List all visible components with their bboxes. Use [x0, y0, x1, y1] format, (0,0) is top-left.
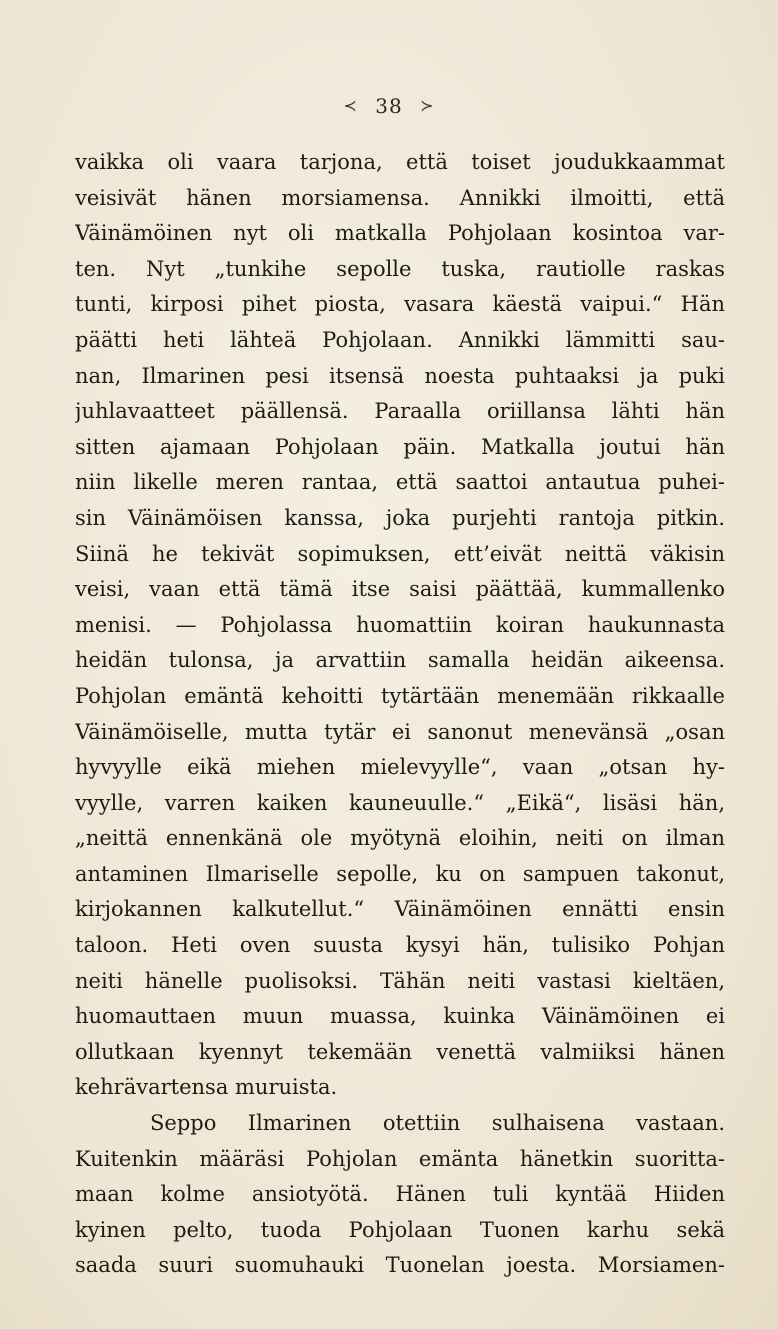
text-line: veisi, vaan että tämä itse saisi päättää, kummallenko [75, 577, 725, 602]
text-line: Väinämöinen nyt oli matkalla Pohjolaan kosintoa var- [75, 221, 725, 246]
page-header [0, 94, 778, 118]
text-line: päätti heti lähteä Pohjolaan. Annikki lämmitti sau- [75, 327, 725, 352]
text-line: Kuitenkin määräsi Pohjolan emänta hänetkin suoritta- [75, 1146, 725, 1171]
body-text [75, 145, 725, 1284]
text-line: nan, Ilmarinen pesi itsensä noesta puhtaaksi ja puki [75, 363, 725, 388]
page-number: 38 [375, 94, 403, 118]
left-ornament-icon: ≺ [343, 96, 358, 115]
text-line: heidän tulonsa, ja arvattiin samalla heidän aikeensa. [75, 648, 725, 673]
text-line: veisivät hänen morsiamensa. Annikki ilmoitti, että [75, 185, 725, 210]
text-line: Siinä he tekivät sopimuksen, ett’eivät neittä väkisin [75, 541, 725, 566]
text-line: ten. Nyt „tunkihe sepolle tuska, rautiolle raskas [75, 256, 725, 281]
text-line: neiti hänelle puolisoksi. Tähän neiti vastasi kieltäen, [75, 968, 725, 993]
text-line: kyinen pelto, tuoda Pohjolaan Tuonen karhu sekä [75, 1217, 725, 1242]
text-line: maan kolme ansiotyötä. Hänen tuli kyntää Hiiden [75, 1182, 725, 1207]
text-line: vyylle, varren kaiken kauneuulle.“ „Eikä“, lisäsi hän, [75, 790, 725, 815]
paragraph-end-line: kehrävartensa muruista. [75, 1075, 338, 1100]
text-line: sitten ajamaan Pohjolaan päin. Matkalla joutui hän [75, 434, 725, 459]
text-line: Pohjolan emäntä kehoitti tytärtään menemään rikkaalle [75, 683, 725, 708]
text-line: saada suuri suomuhauki Tuonelan joesta. Morsiamen- [75, 1253, 725, 1278]
text-line: tunti, kirposi pihet piosta, vasara käestä vaipui.“ Hän [75, 292, 725, 317]
text-line: ollutkaan kyennyt tekemään venettä valmiiksi hänen [75, 1039, 725, 1064]
text-line: huomauttaen muun muassa, kuinka Väinämöinen ei [75, 1004, 725, 1029]
text-line: hyvyylle eikä miehen mielevyylle“, vaan „otsan hy- [75, 755, 725, 780]
text-line: vaikka oli vaara tarjona, että toiset joudukkaammat [75, 150, 725, 174]
text-line: „neittä ennenkänä ole myötynä eloihin, neiti on ilman [75, 826, 725, 851]
text-line: menisi. — Pohjolassa huomattiin koiran haukunnasta [75, 612, 725, 637]
text-line: Väinämöiselle, mutta tytär ei sanonut menevänsä „osan [75, 719, 725, 744]
text-line: juhlavaatteet päällensä. Paraalla oriillansa lähti hän [75, 399, 725, 424]
text-line: antaminen Ilmariselle sepolle, ku on sampuen takonut, [75, 861, 725, 886]
text-line: niin likelle meren rantaa, että saattoi antautua puhei- [75, 470, 725, 495]
right-ornament-icon: ≻ [420, 96, 435, 115]
text-line: kirjokannen kalkutellut.“ Väinämöinen ennätti ensin [75, 897, 725, 922]
paragraph-start-line: Seppo Ilmarinen otettiin sulhaisena vastaan. [150, 1111, 725, 1136]
text-line: sin Väinämöisen kanssa, joka purjehti rantoja pitkin. [75, 505, 725, 530]
text-line: taloon. Heti oven suusta kysyi hän, tulisiko Pohjan [75, 933, 725, 958]
